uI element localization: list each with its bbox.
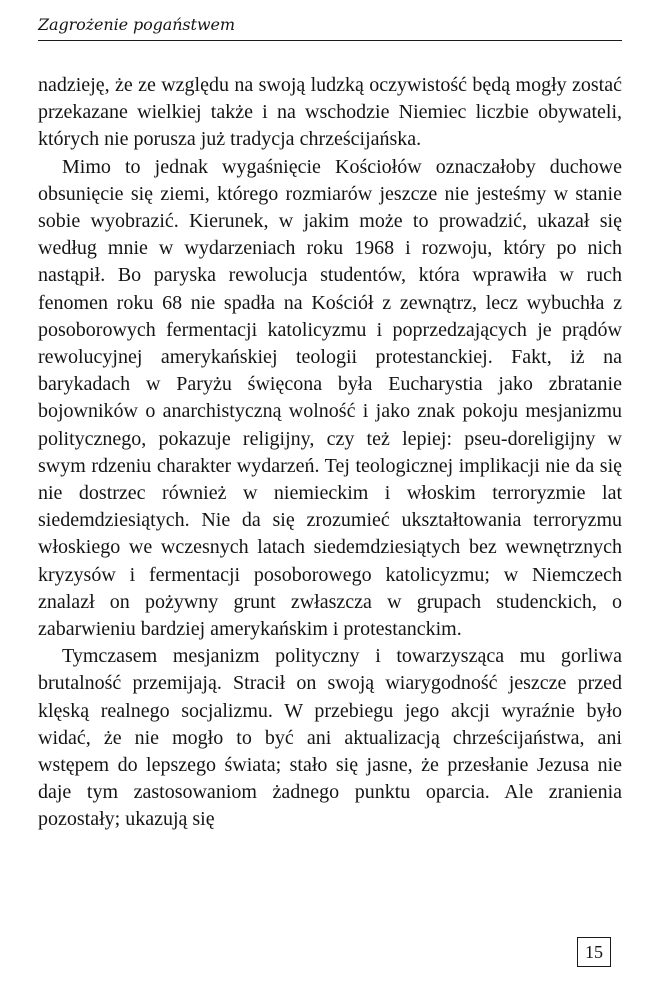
paragraph-3: Tymczasem mesjanizm polityczny i towarzysząca mu gorliwa brutalność przemijają. Stracił on swoją wiarygodność jeszcze przed klęską realnego socjalizmu. W przebiegu jego akcji wyraźnie było widać, że nie mogło to być ani aktualizacją chrześcijaństwa, ani wstępem do lepszego świata; stało się jasne, że przesłanie Jezusa nie daje tym zastosowaniom żadnego punktu oparcia. Ale zranienia pozostały; ukazują się xyxy=(38,645,622,831)
paragraph-2: Mimo to jednak wygaśnięcie Kościołów oznaczałoby duchowe obsunięcie się ziemi, którego rozmiarów jeszcze nie jesteśmy w stanie sobie wyobrazić. Kierunek, w jakim może to prowadzić, ukazał się według mnie w wydarzeniach roku 1968 i rozwoju, który po nich nastąpił. Bo paryska rewolucja studentów, która wprawiła w ruch fenomen roku 68 nie spadła na Kościół z zewnątrz, lecz wybuchła z posoborowych fermentacji katolicyzmu i poprzedzających je prądów rewolucyjnej amerykańskiej teologii protestanckiej. Fakt, iż na barykadach w Paryżu święcona była Eucharystia jako zbratanie bojowników o anarchistyczną wolność i jako znak pokoju mesjanizmu politycznego, pokazuje religijny, czy też lepiej: pseu-doreligijny w swym rdzeniu charakter wydarzeń. Tej teologicznej implikacji nie da się nie dostrzec również w niemieckim i włoskim terroryzmie lat siedemdziesiątych. Nie da się zrozumieć ukształtowania terroryzmu włoskiego we wczesnych latach siedemdziesiątych bez wewnętrznych kryzysów i fermentacji posoborowego katolicyzmu; w Niemczech znalazł on pożywny grunt zwłaszcza w grupach studenckich, o zabarwieniu bardziej amerykańskim i protestanckim. xyxy=(38,155,622,641)
page-number: 15 xyxy=(577,937,611,967)
body-text xyxy=(38,72,622,834)
paragraph-1: nadzieję, że ze względu na swoją ludzką oczywistość będą mogły zostać przekazane wielkiej także i na wschodzie Niemiec liczbie obywateli, których nie porusza już tradycja chrześcijańska. xyxy=(38,74,622,151)
header-rule xyxy=(38,40,622,41)
running-head-title: Zagrożenie pogaństwem xyxy=(38,15,235,34)
